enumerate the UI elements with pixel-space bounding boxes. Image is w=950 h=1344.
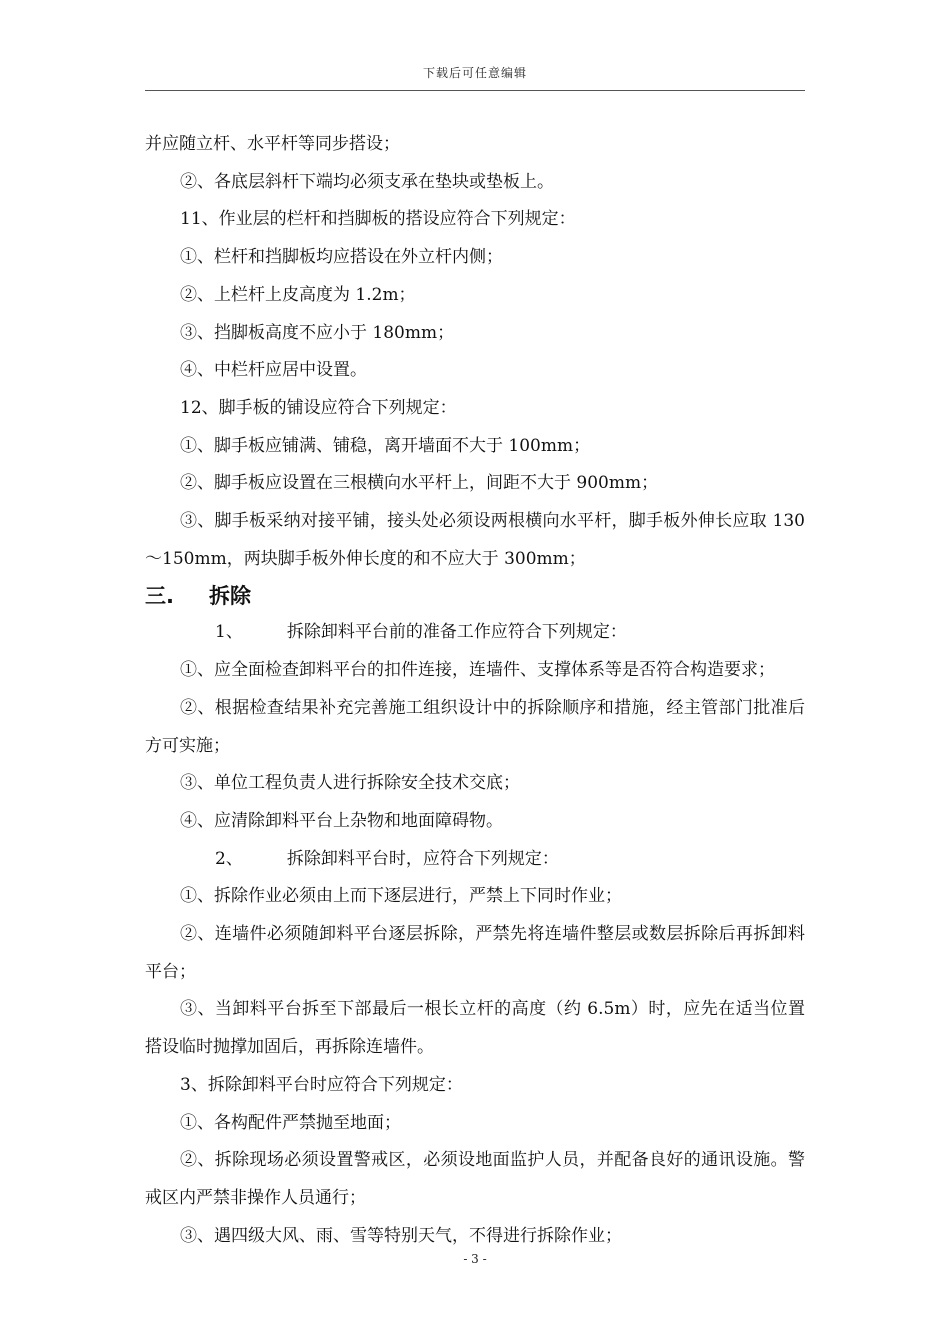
- item-text: 拆除卸料平台时，应符合下列规定：: [286, 848, 559, 869]
- paragraph: ②、各底层斜杆下端均必须支承在垫块或垫板上。: [180, 171, 554, 192]
- document-body: [145, 126, 805, 1255]
- paragraph: 11、作业层的栏杆和挡脚板的搭设应符合下列规定：: [180, 209, 576, 230]
- paragraph: ①、脚手板应铺满、铺稳，离开墙面不大于 100mm；: [180, 435, 591, 456]
- paragraph: ①、拆除作业必须由上而下逐层进行，严禁上下同时作业；: [180, 886, 622, 907]
- section-heading: [145, 578, 805, 614]
- paragraph: ②、脚手板应设置在三根横向水平杆上，间距不大于 900mm；: [180, 473, 659, 494]
- paragraph: ③、脚手板采纳对接平铺，接头处必须设两根横向水平杆，脚手板外伸长应取 130～150mm，两块脚手板外伸长度的和不应大于 300mm；: [145, 511, 805, 569]
- paragraph: ②、拆除现场必须设置警戒区，必须设地面监护人员，并配备良好的通讯设施。警戒区内严禁非操作人员通行；: [145, 1150, 805, 1208]
- paragraph: ①、各构配件严禁抛至地面；: [180, 1112, 401, 1133]
- numbered-item: [145, 841, 805, 879]
- numbered-item: [145, 614, 805, 652]
- page-header: 下载后可任意编辑: [422, 66, 527, 80]
- item-text: 拆除卸料平台前的准备工作应符合下列规定：: [286, 622, 627, 643]
- paragraph: ②、根据检查结果补充完善施工组织设计中的拆除顺序和措施，经主管部门批准后方可实施；: [145, 697, 805, 756]
- page-number: - 3 -: [463, 1252, 487, 1266]
- paragraph: ①、栏杆和挡脚板均应搭设在外立杆内侧；: [180, 247, 503, 268]
- paragraph: ④、应清除卸料平台上杂物和地面障碍物。: [180, 810, 503, 831]
- paragraph: ①、应全面检查卸料平台的扣件连接，连墙件、支撑体系等是否符合构造要求；: [180, 660, 775, 681]
- section-title: 拆除: [209, 584, 251, 609]
- paragraph: ④、中栏杆应居中设置。: [180, 360, 367, 381]
- paragraph: 3、拆除卸料平台时应符合下列规定：: [180, 1074, 463, 1095]
- paragraph: ③、挡脚板高度不应小于 180mm；: [180, 322, 455, 343]
- paragraph: 12、脚手板的铺设应符合下列规定：: [180, 397, 457, 418]
- paragraph: ③、遇四级大风、雨、雪等特别天气，不得进行拆除作业；: [180, 1225, 622, 1246]
- paragraph: ②、上栏杆上皮高度为 1.2m；: [180, 284, 416, 305]
- paragraph: ③、当卸料平台拆至下部最后一根长立杆的高度（约 6.5m）时，应先在适当位置搭设临时抛撑加固后，再拆除连墙件。: [145, 999, 805, 1058]
- section-number: 三.: [145, 584, 174, 609]
- header-rule: [145, 90, 805, 91]
- item-number: 1、: [215, 622, 243, 643]
- paragraph: ②、连墙件必须随卸料平台逐层拆除，严禁先将连墙件整层或数层拆除后再拆卸料平台；: [145, 924, 805, 982]
- paragraph: 并应随立杆、水平杆等同步搭设；: [145, 134, 400, 154]
- paragraph: ③、单位工程负责人进行拆除安全技术交底；: [180, 773, 520, 794]
- item-number: 2、: [215, 848, 243, 869]
